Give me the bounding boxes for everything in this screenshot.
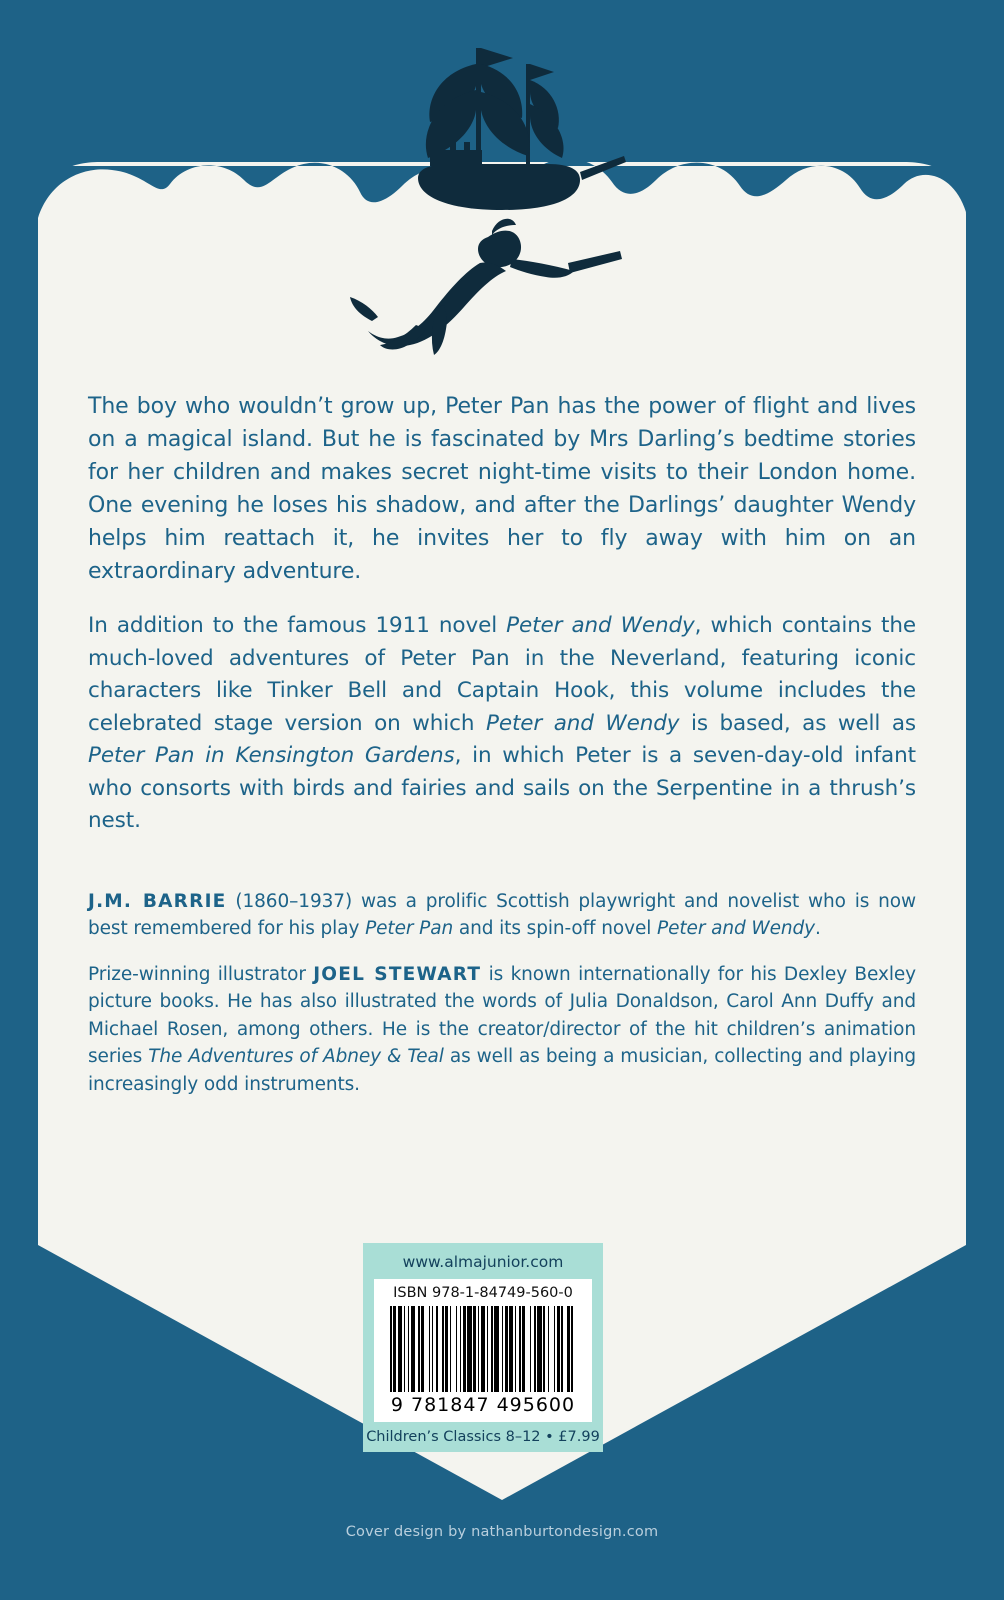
author-bio-text-1: was a prolific Scottish playwright and novelist who is now best remembered for his play xyxy=(88,890,917,939)
author-bio xyxy=(88,888,916,943)
sailing-ship-icon xyxy=(280,30,700,230)
illustrator-bio-text-2: as well as being a musician, collecting and playing increasingly odd instruments. xyxy=(88,1046,916,1095)
illustrator-bio-text-1: is known internationally for his Dexley Bexley picture books. He has also illustrated the words of Julia Donaldson, Carol Ann Duffy and Michael Rosen, among others. He is the creator/director of the hit children’s animation series xyxy=(88,963,917,1067)
flying-boy-icon xyxy=(320,215,640,375)
blurb-paragraph-2 xyxy=(88,610,916,838)
bio-spacer xyxy=(88,860,916,888)
title-peter-and-wendy-1: Peter and Wendy xyxy=(506,613,695,638)
author-bio-text-2: and its spin-off novel xyxy=(453,918,658,939)
author-name: J.M. BARRIE xyxy=(88,890,227,912)
title-peter-and-wendy-2: Peter and Wendy xyxy=(485,710,680,736)
title-peter-pan: Peter Pan xyxy=(365,918,454,939)
blurb-p2-text-2: , which contains the much-loved adventures of Peter Pan in the Neverland, featuring iconic characters like Tinker Bell and Captain Hook, this volume includes the celebrated stage version on which xyxy=(88,613,916,736)
blurb-text-block xyxy=(88,390,916,1116)
barcode-icon xyxy=(390,1306,576,1392)
cover-design-credit: Cover design by nathanburtondesign.com xyxy=(345,1524,659,1540)
illustrator-bio xyxy=(88,961,916,1099)
author-dates: (1860–1937) xyxy=(226,890,353,912)
isbn-text: ISBN 978-1-84749-560-0 xyxy=(393,1285,573,1301)
illustrator-name: JOEL STEWART xyxy=(313,963,482,985)
barcode-inner xyxy=(374,1279,592,1422)
blurb-paragraph-1: The boy who wouldn’t grow up, Peter Pan has the power of flight and lives on a magical island. But he is fascinated by Mrs Darling’s bedtime stories for her children and makes secret night-time visits to their London home. One evening he loses his shadow, and after the Darlings’ daughter Wendy helps him reattach it, he invites her to fly away with him on an extraordinary adventure. xyxy=(88,394,916,584)
author-bio-text-3: . xyxy=(814,918,821,939)
title-peter-and-wendy-3: Peter and Wendy xyxy=(657,918,815,939)
publisher-url[interactable]: www.almajunior.com xyxy=(402,1253,564,1271)
title-kensington-gardens: Peter Pan in Kensington Gardens xyxy=(88,743,455,768)
price-category: Children’s Classics 8–12 • £7.99 xyxy=(366,1429,600,1445)
illustrator-prefix: Prize-winning illustrator xyxy=(88,963,314,985)
title-abney-and-teal: The Adventures of Abney & Teal xyxy=(148,1046,444,1067)
blurb-p2-text-1: In addition to the famous 1911 novel xyxy=(88,613,507,638)
blurb-p2-text-4: , in which Peter is a seven-day-old infant who consorts with birds and fairies and sails on the Serpentine in a thrush’s nest. xyxy=(88,743,916,833)
barcode-panel xyxy=(363,1243,603,1452)
blurb-p2-text-3: is based, as well as xyxy=(679,710,916,736)
barcode-digits: 9 781847 495600 xyxy=(390,1394,576,1416)
